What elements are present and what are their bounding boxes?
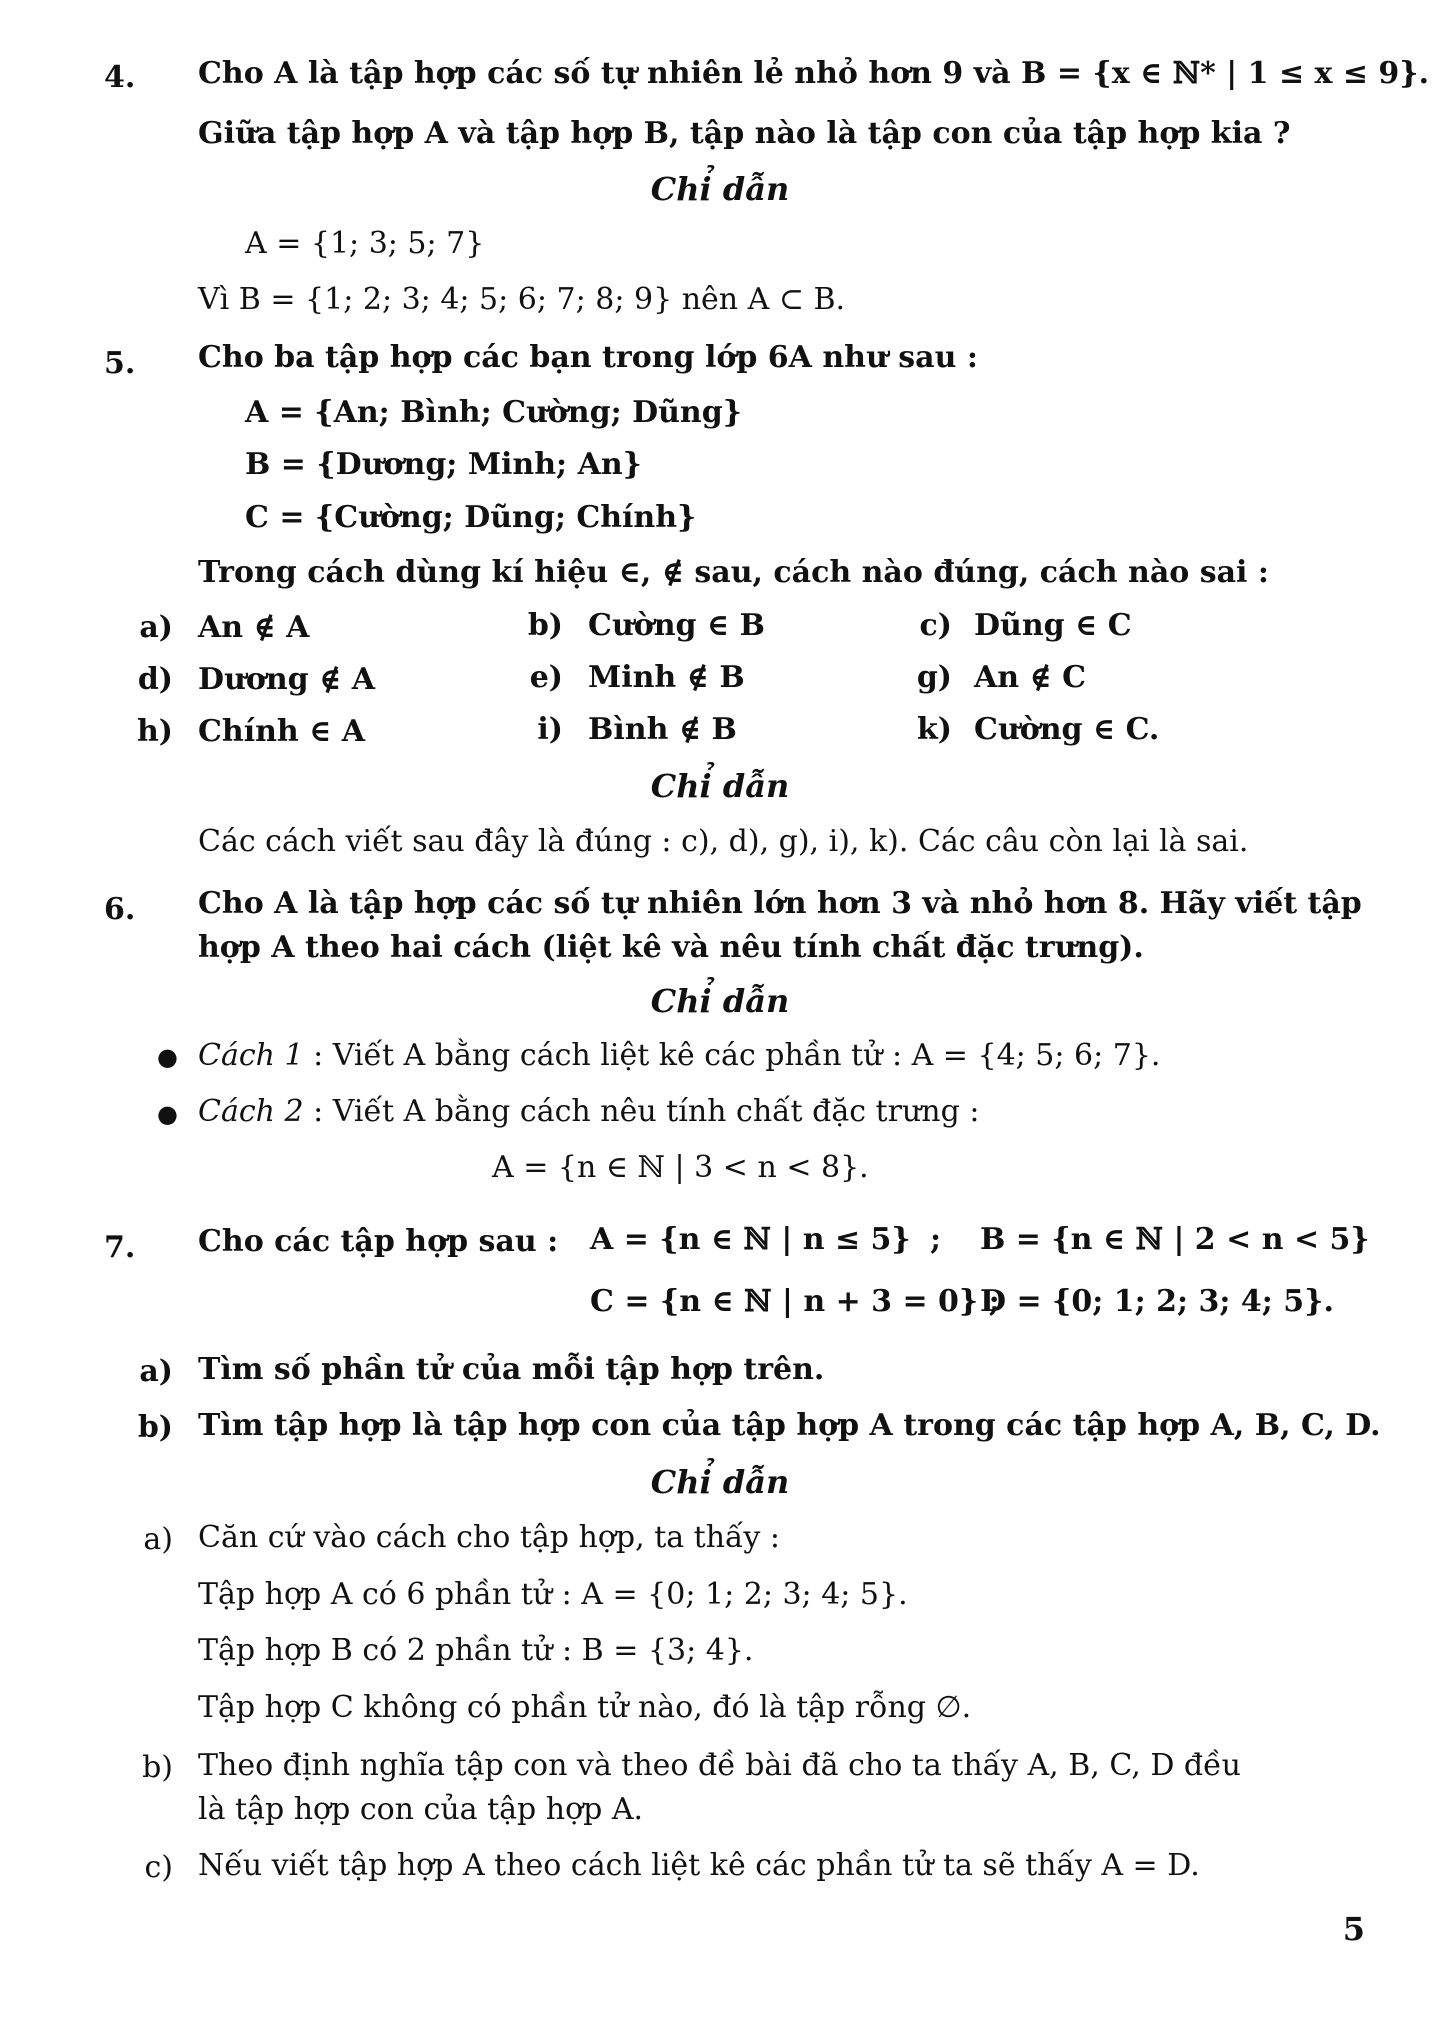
ex4-answer-line-2: Vì B = {1; 2; 3; 4; 5; 6; 7; 8; 9} nên A ⊂ B. xyxy=(198,282,846,317)
ex7-answer-c: Nếu viết tập hợp A theo cách liệt kê các phần tử ta sẽ thấy A = D. xyxy=(198,1848,1200,1883)
ex5-question-2: Trong cách dùng kí hiệu ∈, ∉ sau, cách nào đúng, cách nào sai : xyxy=(198,555,1269,590)
ex5-option-text: Dương ∉ A xyxy=(198,662,375,697)
ex7-guide-heading: Chỉ dẫn xyxy=(650,1463,790,1501)
ex7-answer-b-label: b) xyxy=(142,1750,173,1785)
ex7-question-b-label: b) xyxy=(137,1410,173,1445)
ex5-option-text: Bình ∉ B xyxy=(588,712,737,747)
ex6-question-line-1: Cho A là tập hợp các số tự nhiên lớn hơn 3 và nhỏ hơn 8. Hãy viết tập xyxy=(198,886,1362,921)
ex6-method-2-formula: A = {n ∈ ℕ | 3 < n < 8}. xyxy=(492,1150,869,1185)
ex7-answer-a-line-2: Tập hợp A có 6 phần tử : A = {0; 1; 2; 3; 4; 5}. xyxy=(198,1577,908,1612)
ex4-question-line-1: Cho A là tập hợp các số tự nhiên lẻ nhỏ hơn 9 và B = {x ∈ ℕ* | 1 ≤ x ≤ 9}. xyxy=(198,56,1430,91)
ex5-option-text: An ∉ A xyxy=(198,610,310,645)
ex7-number: 7. xyxy=(104,1230,136,1265)
ex4-answer-line-1: A = {1; 3; 5; 7} xyxy=(245,226,485,261)
ex6-method-2-text: : Viết A bằng cách nêu tính chất đặc trưng : xyxy=(303,1094,980,1129)
ex7-question-a-label: a) xyxy=(139,1354,173,1389)
ex5-question: Cho ba tập hợp các bạn trong lớp 6A như sau : xyxy=(198,340,978,375)
ex6-method-2 xyxy=(198,1094,979,1130)
ex6-method-2-label: Cách 2 xyxy=(198,1094,304,1129)
ex5-option-label: h) xyxy=(136,714,173,749)
bullet-icon: ● xyxy=(157,1043,178,1071)
ex7-answer-a-line-1: Căn cứ vào cách cho tập hợp, ta thấy : xyxy=(198,1520,781,1555)
ex5-option-label: a) xyxy=(139,610,173,645)
ex5-set-b: B = {Dương; Minh; An} xyxy=(245,447,642,482)
ex4-question-line-2: Giữa tập hợp A và tập hợp B, tập nào là tập con của tập hợp kia ? xyxy=(198,116,1291,151)
page-number: 5 xyxy=(1342,1910,1365,1948)
ex5-option-text: Cường ∈ C. xyxy=(974,712,1160,747)
ex6-guide-heading: Chỉ dẫn xyxy=(650,982,790,1020)
ex7-set-c: C = {n ∈ ℕ | n + 3 = 0} ; xyxy=(590,1284,1000,1319)
ex5-option-text: An ∉ C xyxy=(974,660,1087,695)
ex5-option-label: c) xyxy=(919,608,952,643)
ex5-option-label: d) xyxy=(137,662,173,697)
ex7-question-b: Tìm tập hợp là tập hợp con của tập hợp A trong các tập hợp A, B, C, D. xyxy=(198,1408,1381,1443)
ex5-option-label: e) xyxy=(529,660,563,695)
ex7-set-a: A = {n ∈ ℕ | n ≤ 5} xyxy=(590,1222,911,1257)
ex7-answer-a-line-4: Tập hợp C không có phần tử nào, đó là tập rỗng ∅. xyxy=(198,1690,972,1725)
ex5-option-text: Cường ∈ B xyxy=(588,608,765,643)
ex5-number: 5. xyxy=(104,346,136,381)
ex4-number: 4. xyxy=(104,60,136,95)
ex6-method-1 xyxy=(198,1038,1160,1074)
ex7-question-intro: Cho các tập hợp sau : xyxy=(198,1224,559,1259)
ex6-method-1-text: : Viết A bằng cách liệt kê các phần tử : A = {4; 5; 6; 7}. xyxy=(303,1038,1161,1073)
ex7-set-b: B = {n ∈ ℕ | 2 < n < 5} xyxy=(980,1222,1370,1257)
ex7-answer-b-line-1: Theo định nghĩa tập con và theo đề bài đã cho ta thấy A, B, C, D đều xyxy=(198,1748,1241,1783)
bullet-icon: ● xyxy=(157,1100,178,1128)
ex4-guide-heading: Chỉ dẫn xyxy=(650,170,790,208)
ex5-answer: Các cách viết sau đây là đúng : c), d), g), i), k). Các câu còn lại là sai. xyxy=(198,824,1249,859)
ex7-answer-a-line-3: Tập hợp B có 2 phần tử : B = {3; 4}. xyxy=(198,1633,754,1668)
ex6-question-line-2: hợp A theo hai cách (liệt kê và nêu tính chất đặc trưng). xyxy=(198,930,1144,965)
ex5-option-text: Minh ∉ B xyxy=(588,660,745,695)
ex7-answer-b-line-2: là tập hợp con của tập hợp A. xyxy=(198,1792,644,1827)
ex7-answer-c-label: c) xyxy=(144,1850,173,1885)
ex6-number: 6. xyxy=(104,892,136,927)
ex5-option-text: Dũng ∈ C xyxy=(974,608,1132,643)
ex5-option-label: k) xyxy=(917,712,952,747)
ex7-separator: ; xyxy=(930,1222,942,1257)
ex5-option-text: Chính ∈ A xyxy=(198,714,366,749)
ex5-guide-heading: Chỉ dẫn xyxy=(650,767,790,805)
ex6-method-1-label: Cách 1 xyxy=(198,1038,304,1073)
ex5-option-label: b) xyxy=(527,608,563,643)
ex5-option-label: g) xyxy=(916,660,952,695)
ex7-answer-a-label: a) xyxy=(143,1522,173,1557)
ex7-question-a: Tìm số phần tử của mỗi tập hợp trên. xyxy=(198,1352,825,1387)
ex5-set-a: A = {An; Bình; Cường; Dũng} xyxy=(245,395,743,430)
ex7-set-d: D = {0; 1; 2; 3; 4; 5}. xyxy=(980,1284,1334,1319)
ex5-option-label: i) xyxy=(537,712,563,747)
ex5-set-c: C = {Cường; Dũng; Chính} xyxy=(245,500,697,535)
